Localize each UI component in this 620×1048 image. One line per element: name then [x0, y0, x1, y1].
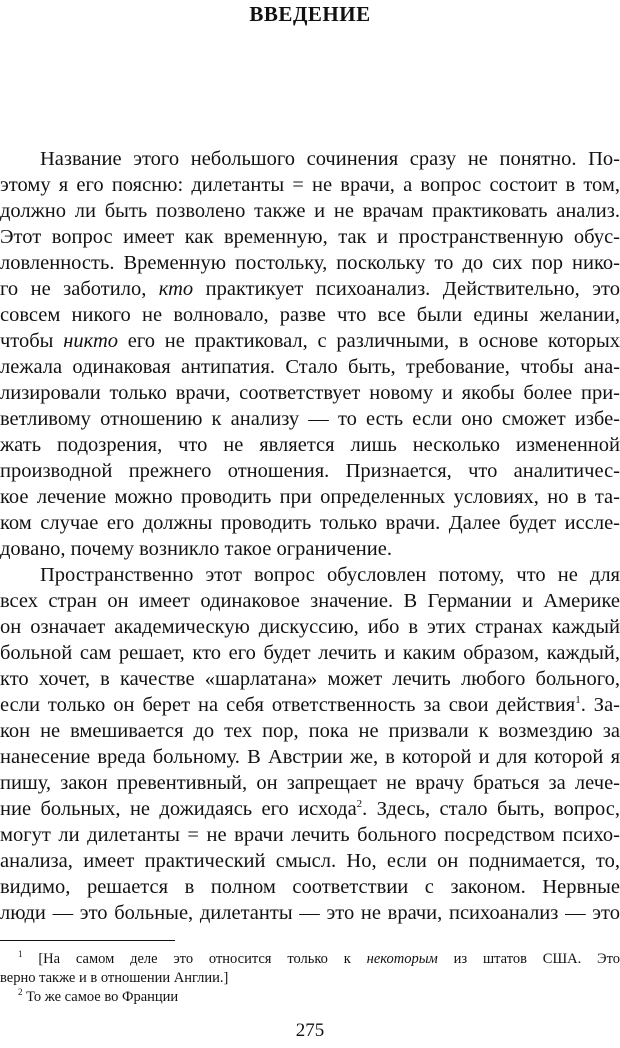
text-line: этому я его поясню: дилетанты = не врачи, а вопрос состоит в том,	[0, 174, 620, 196]
text-line: кон не вмешивается до тех пор, пока не призвали к возмездию за	[0, 720, 620, 742]
text-line	[0, 796, 620, 822]
text-line: довано, почему возникло такое ограничение.	[0, 538, 392, 560]
text-line: лизировали только врачи, соответствует новому и якобы более при-	[0, 382, 620, 404]
text-line	[0, 692, 620, 718]
text-line: пишу, закон превентивный, он запрещает не врачу браться за лече-	[0, 772, 620, 794]
text-line: могут ли дилетанты = не врачи лечить больного посредством психо-	[0, 824, 620, 846]
text-line: анализа, имеет практический смысл. Но, если он поднимается, то,	[0, 850, 620, 872]
text-line: кое лечение можно проводить при определенных условиях, но в та-	[0, 486, 620, 508]
text-line: лежала одинаковая антипатия. Стало быть, требование, чтобы ана-	[0, 356, 620, 378]
text-line: жать подозрения, что не является лишь несколько измененной	[0, 434, 620, 456]
text-line: всех стран он имеет одинаковое значение. В Германии и Америке	[0, 590, 620, 612]
footnote-divider	[0, 940, 175, 941]
text-line: ветливому отношению к анализу — то есть если оно сможет избе-	[0, 408, 620, 430]
text-line: он означает академическую дискуссию, ибо в этих странах каждый	[0, 616, 620, 638]
text-line: ком случае его должны проводить только врачи. Далее будет иссле-	[0, 512, 620, 534]
text-span: . За-	[580, 694, 620, 716]
text-line: кто хочет, в качестве «шарлатана» может лечить любого больного,	[0, 668, 620, 690]
text-line: производной прежнего отношения. Признается, что аналитичес-	[0, 460, 620, 482]
text-line: Название этого небольшого сочинения сразу не понятно. По-	[40, 148, 620, 170]
text-line: видимо, решается в полном соответствии с законом. Нервные	[0, 876, 620, 898]
footnote-2	[0, 988, 620, 1007]
emphasis-text: никто	[63, 330, 119, 352]
text-span: ние больных, не дожидаясь его исхода	[0, 798, 357, 820]
footnote-mark: 1	[18, 949, 23, 960]
text-line: совсем никого не волновало, разве что все были едины желании,	[0, 304, 620, 326]
text-line: нанесение вреда больному. В Австрии же, в которой и для которой я	[0, 746, 620, 768]
emphasis-text: некоторым	[366, 951, 438, 967]
text-span: го не заботило,	[0, 278, 159, 300]
text-line	[0, 276, 620, 302]
text-line: ловленность. Временную постольку, поскольку то до сих пор нико-	[0, 252, 620, 274]
text-line: должно ли быть позволено также и не врачам практиковать анализ.	[0, 200, 620, 222]
text-span: если только он берет на себя ответственность за свои действия	[0, 694, 576, 716]
text-line: Этот вопрос имеет как временную, так и пространственную обус-	[0, 226, 620, 248]
text-span: его не практиковал, с различными, в основе которых	[118, 330, 620, 352]
text-line	[0, 328, 620, 354]
chapter-title: ВВЕДЕНИЕ	[249, 2, 371, 26]
text-span: из штатов США. Это	[437, 951, 620, 967]
footnote-1-continuation: верно также и в отношении Англии.]	[0, 970, 229, 986]
emphasis-text: кто	[158, 278, 194, 300]
footnote-mark: 2	[18, 987, 23, 998]
text-span: практикует психоанализ. Действительно, это	[193, 278, 620, 300]
text-line: Пространственно этот вопрос обусловлен потому, что не для	[40, 564, 620, 586]
text-span: чтобы	[0, 330, 64, 352]
footnote-ref: 1	[575, 694, 581, 707]
footnote-ref: 2	[356, 798, 363, 811]
footnote-1	[0, 950, 620, 969]
text-line: больной сам решает, кто его будет лечить и каким образом, каждый,	[0, 642, 620, 664]
text-span: То же самое во Франции	[22, 989, 179, 1005]
page-number: 275	[295, 1020, 325, 1041]
text-line: люди — это больные, дилетанты — это не врачи, психоанализ — это	[0, 902, 620, 924]
text-span: [На самом деле это относится только к	[22, 951, 367, 967]
text-span: . Здесь, стало быть, вопрос,	[362, 798, 620, 820]
